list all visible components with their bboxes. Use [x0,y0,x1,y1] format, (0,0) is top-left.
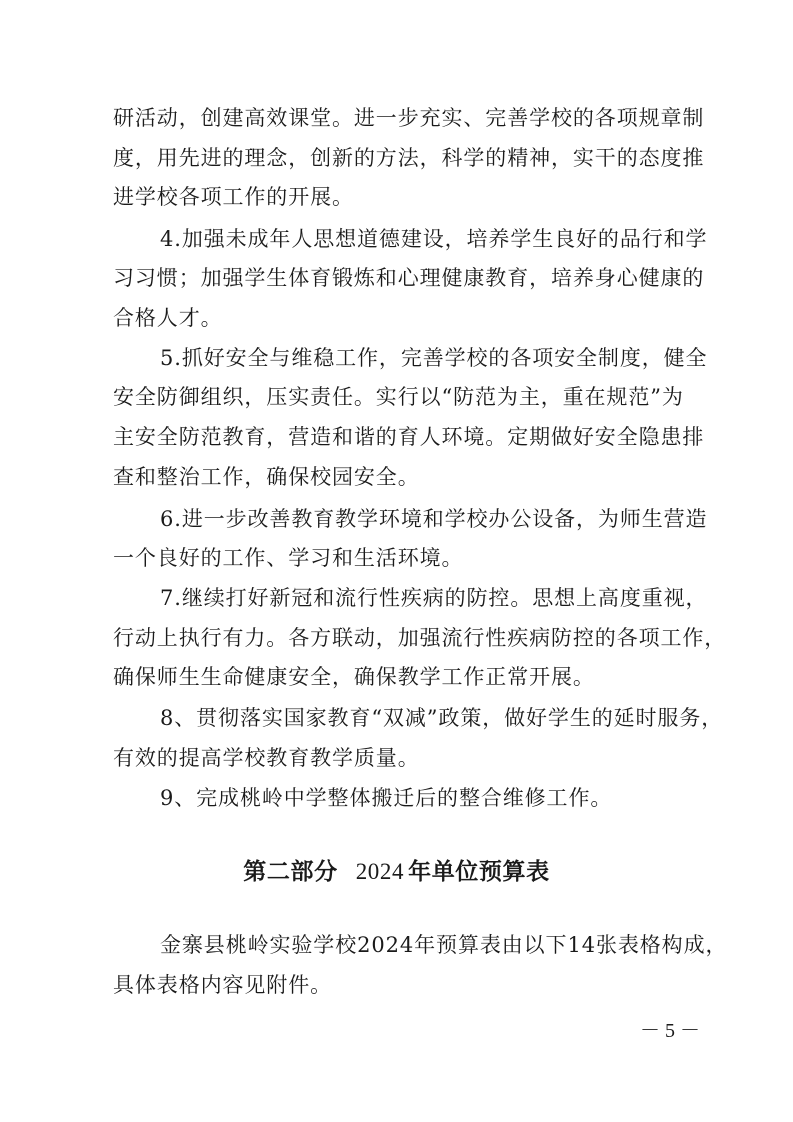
paragraph-line: 9、完成桃岭中学整体搬迁后的整合维修工作。 [160,786,613,810]
paragraph-line: 研活动，创建高效课堂。进一步充实、完善学校的各项规章制 [113,106,705,130]
paragraph-line: 合格人才。 [113,306,223,330]
paragraph-line: 度，用先进的理念，创新的方法，科学的精神，实干的态度推 [113,146,705,170]
paragraph-line: 5.抓好安全与维稳工作，完善学校的各项安全制度，健全 [160,346,708,370]
paragraph-line: 安全防御组织，压实责任。实行以“防范为主，重在规范”为 [113,385,684,409]
paragraph-line: 行动上执行有力。各方联动，加强流行性疾病防控的各项工作， [113,626,727,650]
paragraph-line: 有效的提高学校教育教学质量。 [113,746,420,770]
paragraph-line: 主安全防范教育，营造和谐的育人环境。定期做好安全隐患排 [113,425,705,449]
paragraph-line: 查和整治工作，确保校园安全。 [113,465,420,489]
paragraph-line: 金寨县桃岭实验学校2024年预算表由以下14张表格构成， [160,933,728,957]
section-heading-part: 第二部分 [243,859,338,885]
paragraph-line: 习习惯；加强学生体育锻炼和心理健康教育，培养身心健康的 [113,266,705,290]
section-heading [0,857,793,887]
paragraph-line: 6.进一步改善教育教学环境和学校办公设备，为师生营造 [160,507,708,531]
paragraph-line: 8、贯彻落实国家教育“双减”政策，做好学生的延时服务， [160,706,724,730]
paragraph-line: 确保师生生命健康安全，确保教学工作正常开展。 [113,665,595,689]
paragraph-line: 4.加强未成年人思想道德建设，培养学生良好的品行和学 [160,227,708,251]
paragraph-line: 7.继续打好新冠和流行性疾病的防控。思想上高度重视， [160,586,708,610]
paragraph-line: 进学校各项工作的开展。 [113,185,354,209]
paragraph-line: 一个良好的工作、学习和生活环境。 [113,546,464,570]
paragraph-line: 具体表格内容见附件。 [113,973,332,997]
page-number: － 5 － [640,1020,700,1042]
section-heading-year: 2024 [355,859,405,884]
section-heading-title: 年单位预算表 [408,859,550,885]
